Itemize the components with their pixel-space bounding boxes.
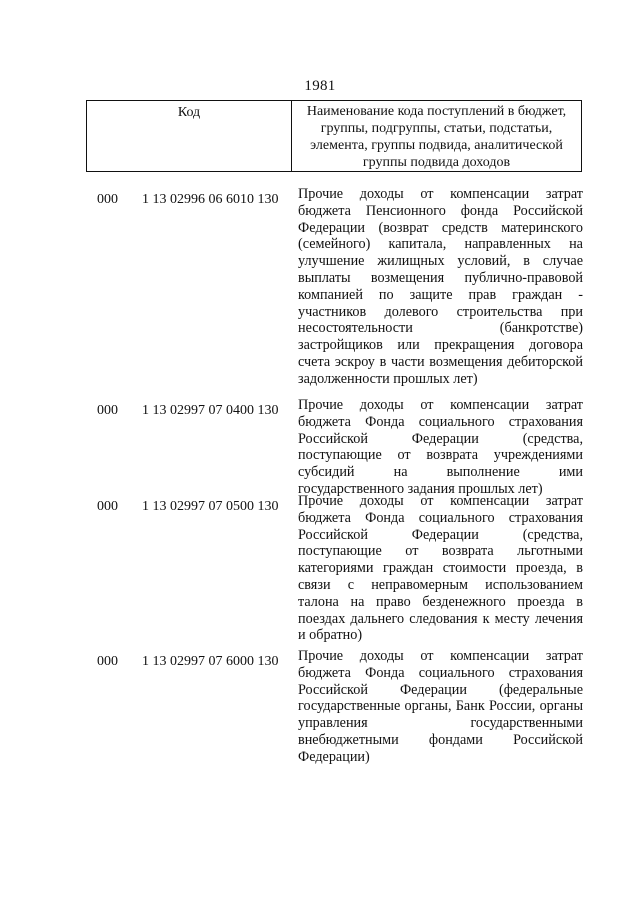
income-description: Прочие доходы от компенсации затрат бюджета Фонда социального страхования Российской Федерации (средства, поступающие от возврата льготными категориями граждан стоимости проезда, в связи с неправомерным использованием талона на право безденежного проезда в поездах дальнего следования к месту лечения и обратно) (298, 493, 583, 644)
header-name-cell: Наименование кода поступлений в бюджет, группы, подгруппы, статьи, подстатьи, элемента, группы подвида, аналитической группы подвида доходов (292, 101, 582, 172)
table-row (86, 397, 586, 497)
income-description: Прочие доходы от компенсации затрат бюджета Фонда социального страхования Российской Федерации (средства, поступающие от возврата учреждениями субсидий на выполнение ими государственного задания прошлых лет) (298, 397, 583, 497)
income-code-list (86, 186, 586, 766)
page-number: 1981 (304, 78, 336, 94)
header-code-cell: Код (87, 101, 292, 172)
table-row (86, 186, 586, 397)
admin-code: 000 (97, 654, 118, 669)
admin-code: 000 (97, 499, 118, 514)
table-row (86, 493, 586, 648)
income-code: 1 13 02997 07 6000 130 (142, 654, 279, 669)
income-description: Прочие доходы от компенсации затрат бюджета Пенсионного фонда Российской Федерации (возврат средств материнского (семейного) капитала, направленных на улучшение жилищных условий, в случае выплаты возмещения публично-правовой компанией по защите прав граждан - участников долевого строительства при несостоятельности (банкротстве) застройщиков или прекращения договора счета эскроу в части возмещения дебиторской задолженности прошлых лет) (298, 186, 583, 387)
income-description: Прочие доходы от компенсации затрат бюджета Фонда социального страхования Российской Федерации (федеральные государственные органы, Банк России, органы управления государственными внебюджетными фондами Российской Федерации) (298, 648, 583, 765)
admin-code: 000 (97, 403, 118, 418)
table-header (86, 100, 582, 172)
income-code: 1 13 02996 06 6010 130 (142, 192, 279, 207)
table-row (86, 648, 586, 766)
income-code: 1 13 02997 07 0500 130 (142, 499, 279, 514)
admin-code: 000 (97, 192, 118, 207)
income-code: 1 13 02997 07 0400 130 (142, 403, 279, 418)
